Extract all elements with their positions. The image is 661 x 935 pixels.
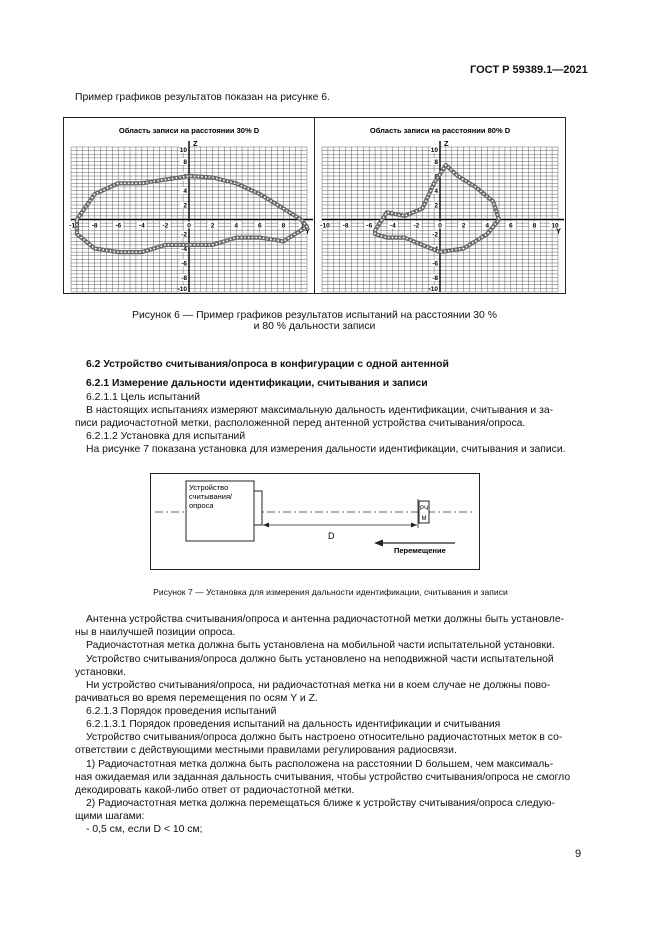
x-tick-label: -2 xyxy=(162,222,169,230)
p9-line1: 2) Радиочастотная метка должна перемещаться ближе к устройству считывания/опроса следую- xyxy=(86,798,555,809)
boundary-curve xyxy=(77,173,307,252)
figure-7 xyxy=(150,473,480,570)
p8-line1: 1) Радиочастотная метка должна быть расположена на расстоянии D большем, чем максималь- xyxy=(86,759,554,770)
step-item: - 0,5 см, если D < 10 см; xyxy=(86,824,203,835)
x-tick-label: 6 xyxy=(508,222,513,230)
p1-line2: ны в наилучшей позиции опроса. xyxy=(75,627,236,638)
y-tick-label: -2 xyxy=(181,231,187,239)
axis-y-label: Y xyxy=(305,226,311,236)
chart-title: Область записи на расстоянии 80% D xyxy=(369,126,511,135)
y-tick-label: -4 xyxy=(432,246,438,253)
x-tick-label: 2 xyxy=(210,222,215,230)
y-tick-label: 6 xyxy=(434,173,438,181)
heading-6-2: 6.2 Устройство считывания/опроса в конфигурации с одной антенной xyxy=(86,359,449,370)
x-tick-label: -6 xyxy=(366,222,373,230)
x-tick-label: -6 xyxy=(115,222,122,230)
chart-title: Область записи на расстоянии 30% D xyxy=(118,126,260,135)
device-label-line3: опроса xyxy=(189,501,214,510)
y-tick-label: 4 xyxy=(183,188,187,195)
chart-30-percent xyxy=(69,126,313,293)
x-tick-label: -8 xyxy=(342,222,349,230)
x-tick-label: 4 xyxy=(234,222,239,230)
distance-arrowhead-left xyxy=(263,523,269,528)
figure-6-caption xyxy=(63,310,566,332)
p8-line2: ная ожидаемая или заданная дальность считывания, чтобы устройство считывания/опроса не смогло xyxy=(75,772,571,783)
x-tick-label: 6 xyxy=(257,222,262,230)
x-tick-label: 8 xyxy=(532,222,537,230)
x-tick-label: -8 xyxy=(91,222,98,230)
y-tick-label: 2 xyxy=(183,202,187,210)
setup-text: На рисунке 7 показана установка для измерения дальности идентификации, считывания и записи. xyxy=(86,444,566,455)
clause-6-2-1-3: 6.2.1.3 Порядок проведения испытаний xyxy=(86,706,277,717)
y-tick-label: 6 xyxy=(183,173,187,181)
movement-arrowhead xyxy=(374,540,383,547)
figure-6-caption-line2: и 80 % дальности записи xyxy=(253,321,376,332)
heading-6-2-1: 6.2.1 Измерение дальности идентификации, считывания и записи xyxy=(86,378,428,389)
y-tick-label: 2 xyxy=(434,202,438,210)
device-label-line1: Устройство xyxy=(189,483,229,492)
x-tick-label: -2 xyxy=(413,222,420,230)
distance-arrowhead-right xyxy=(411,523,417,528)
goal-line-2: писи радиочастотной метки, расположенной перед антенной устройства считывания/опроса. xyxy=(75,418,526,429)
y-tick-label: -10 xyxy=(428,286,438,293)
y-tick-label: -2 xyxy=(432,231,438,239)
x-tick-label: 10 xyxy=(300,222,308,230)
y-tick-label: -4 xyxy=(181,246,187,253)
figure-7-caption: Рисунок 7 — Установка для измерения дальности идентификации, считывания и записи xyxy=(153,587,508,597)
tag-label-line2: М xyxy=(421,516,427,522)
p1-line1: Антенна устройства считывания/опроса и антенна радиочастотной метки должны быть установле- xyxy=(86,614,565,625)
x-tick-label: 8 xyxy=(281,222,286,230)
p7-line1: Устройство считывания/опроса должно быть настроено относительно радиочастотных меток в со- xyxy=(86,732,563,743)
clause-6-2-1-3-1: 6.2.1.3.1 Порядок проведения испытаний на дальность идентификации и считывания xyxy=(86,719,501,730)
x-tick-label: 0 xyxy=(187,222,191,230)
y-tick-label: -8 xyxy=(432,275,438,282)
y-tick-label: -6 xyxy=(432,260,438,268)
p4-line2: рачиваться во время перемещения по осям Y и Z. xyxy=(75,693,318,704)
goal-line-1: В настоящих испытаниях измеряют максимальную дальность идентификации, считывания и за- xyxy=(86,405,554,416)
x-tick-label: -4 xyxy=(389,222,396,230)
figure-6 xyxy=(63,117,566,294)
p3-line1: Устройство считывания/опроса должно быть установлено на неподвижной части испытательной xyxy=(86,654,554,665)
y-tick-label: 10 xyxy=(179,147,187,154)
tag-label-line1: РЧ xyxy=(420,506,429,512)
axis-z-label: Z xyxy=(193,139,198,148)
x-tick-label: 4 xyxy=(485,222,490,230)
clause-6-2-1-1: 6.2.1.1 Цель испытаний xyxy=(86,392,201,403)
y-tick-label: 10 xyxy=(430,147,438,154)
movement-label: Перемещение xyxy=(394,546,446,555)
device-label-line2: считывания/ xyxy=(189,492,233,501)
x-tick-label: 2 xyxy=(461,222,466,230)
x-tick-label: 10 xyxy=(551,222,559,230)
p8-line3: декодировать какой-либо ответ от радиочастотной метки. xyxy=(75,785,355,796)
figure-6-caption-line1: Рисунок 6 — Пример графиков результатов испытаний на расстоянии 30 % xyxy=(132,310,497,321)
x-tick-label: -10 xyxy=(69,222,79,230)
y-tick-label: 8 xyxy=(183,159,187,166)
x-tick-label: -4 xyxy=(138,222,145,230)
y-tick-label: -10 xyxy=(177,286,187,293)
p4-line1: Ни устройство считывания/опроса, ни радиочастотная метка ни в коем случае не должны пово- xyxy=(86,680,551,691)
intro-text: Пример графиков результатов показан на рисунке 6. xyxy=(75,92,330,103)
p2: Радиочастотная метка должна быть установлена на мобильной части испытательной установки. xyxy=(86,640,555,651)
reader-antenna xyxy=(254,491,262,525)
y-tick-label: -8 xyxy=(181,275,187,282)
chart-80-percent xyxy=(320,126,564,293)
p9-line2: щими шагами: xyxy=(75,811,145,822)
x-tick-label: 0 xyxy=(438,222,442,230)
y-tick-label: 8 xyxy=(434,159,438,166)
p3-line2: установки. xyxy=(75,667,126,678)
p7-line2: ответствии с действующими местными правилами регулирования радиосвязи. xyxy=(75,745,457,756)
page-number: 9 xyxy=(575,848,582,860)
y-tick-label: 4 xyxy=(434,188,438,195)
distance-label: D xyxy=(328,531,335,541)
axis-z-label: Z xyxy=(444,139,449,148)
x-tick-label: -10 xyxy=(320,222,330,230)
y-tick-label: -6 xyxy=(181,260,187,268)
standard-number: ГОСТ Р 59389.1—2021 xyxy=(470,64,588,76)
axis-y-label: Y xyxy=(556,226,562,236)
clause-6-2-1-2: 6.2.1.2 Установка для испытаний xyxy=(86,431,246,442)
